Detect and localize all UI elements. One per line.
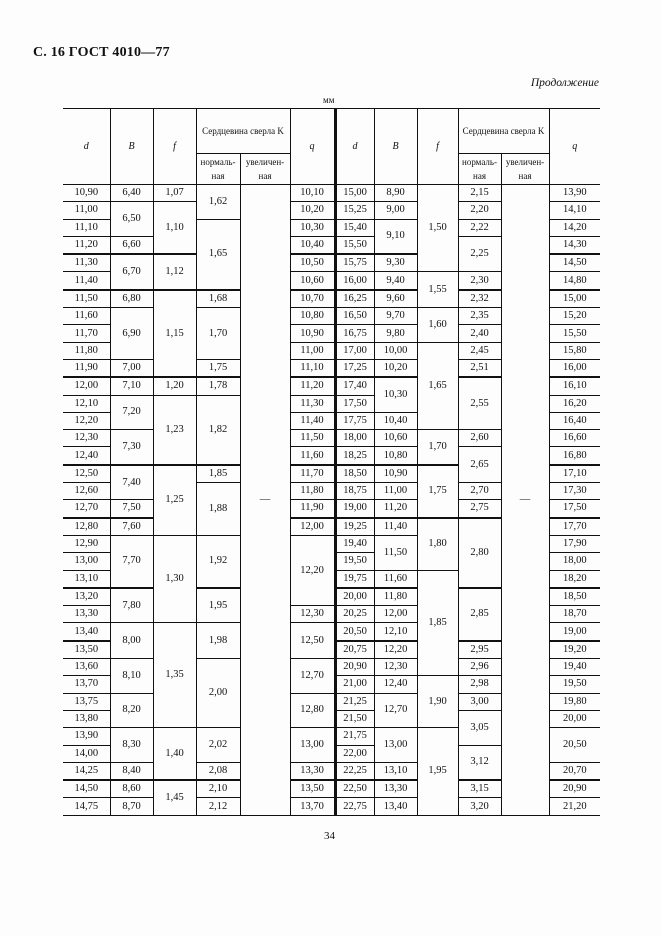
left-f-cell: 1,23: [153, 395, 196, 465]
right-k-normal-cell: 2,70: [458, 483, 501, 500]
right-d-cell: 16,75: [335, 325, 374, 342]
right-k-normal-cell: 2,51: [458, 359, 501, 377]
left-q-cell: 11,30: [290, 395, 335, 412]
right-q-cell: 21,20: [549, 798, 600, 815]
right-f-cell: 1,95: [417, 728, 458, 815]
right-d-cell: 21,50: [335, 710, 374, 727]
left-b-cell: 8,40: [110, 762, 153, 780]
right-f-cell: 1,75: [417, 465, 458, 518]
header-core-right: Сердцевина сверла K: [458, 109, 549, 154]
right-q-cell: 14,10: [549, 202, 600, 219]
page-number: 34: [324, 830, 335, 842]
right-b-cell: 12,40: [374, 676, 417, 693]
right-q-cell: 16,00: [549, 359, 600, 377]
left-b-cell: 7,00: [110, 359, 153, 377]
right-b-cell: 8,90: [374, 185, 417, 202]
left-q-cell: 10,40: [290, 236, 335, 254]
left-k-normal-cell: 1,78: [196, 377, 240, 395]
right-f-cell: 1,65: [417, 342, 458, 429]
left-k-normal-cell: 1,95: [196, 588, 240, 623]
right-q-cell: 18,70: [549, 606, 600, 623]
right-k-normal-cell: 2,35: [458, 308, 501, 325]
header-increased-left: увеличен-ная: [240, 154, 290, 185]
right-q-cell: 20,70: [549, 762, 600, 780]
left-d-cell: 13,10: [63, 570, 110, 588]
right-k-normal-cell: 2,96: [458, 659, 501, 676]
left-q-cell: 13,50: [290, 780, 335, 798]
left-q-cell: 10,60: [290, 272, 335, 290]
right-q-cell: 15,50: [549, 325, 600, 342]
left-f-cell: 1,30: [153, 535, 196, 622]
right-q-cell: 16,60: [549, 430, 600, 447]
right-q-cell: 17,50: [549, 500, 600, 518]
right-d-cell: 15,75: [335, 254, 374, 272]
left-b-cell: 6,80: [110, 290, 153, 308]
left-k-normal-cell: 1,68: [196, 290, 240, 308]
right-d-cell: 17,40: [335, 377, 374, 395]
left-q-cell: 11,70: [290, 465, 335, 483]
left-d-cell: 13,80: [63, 710, 110, 727]
right-q-cell: 18,00: [549, 553, 600, 570]
right-k-normal-cell: 2,60: [458, 430, 501, 447]
right-d-cell: 20,25: [335, 606, 374, 623]
left-q-cell: 12,20: [290, 535, 335, 605]
left-d-cell: 11,60: [63, 308, 110, 325]
header-b-left: B: [110, 109, 153, 185]
left-b-cell: 6,50: [110, 202, 153, 237]
right-d-cell: 18,50: [335, 465, 374, 483]
left-d-cell: 12,20: [63, 412, 110, 429]
left-d-cell: 11,20: [63, 236, 110, 254]
left-d-cell: 12,40: [63, 447, 110, 465]
drill-dimensions-table: [63, 108, 600, 816]
continuation-label: Продолжение: [530, 77, 599, 89]
right-b-cell: 9,70: [374, 308, 417, 325]
left-d-cell: 13,00: [63, 553, 110, 570]
page-header: С. 16 ГОСТ 4010—77: [33, 45, 170, 60]
left-k-normal-cell: 1,75: [196, 359, 240, 377]
left-f-cell: 1,10: [153, 202, 196, 254]
left-b-cell: 8,30: [110, 728, 153, 763]
right-d-cell: 20,00: [335, 588, 374, 606]
right-b-cell: 12,20: [374, 641, 417, 659]
right-q-cell: 20,90: [549, 780, 600, 798]
header-normal-left: нормаль-ная: [196, 154, 240, 185]
right-k-normal-cell: 2,98: [458, 676, 501, 693]
right-b-cell: 10,80: [374, 447, 417, 465]
left-d-cell: 12,50: [63, 465, 110, 483]
left-d-cell: 14,50: [63, 780, 110, 798]
right-b-cell: 10,40: [374, 412, 417, 429]
left-f-cell: 1,35: [153, 623, 196, 728]
right-d-cell: 22,50: [335, 780, 374, 798]
left-q-cell: 11,90: [290, 500, 335, 518]
header-q-right: q: [549, 109, 600, 185]
right-q-cell: 15,80: [549, 342, 600, 359]
right-q-cell: 16,20: [549, 395, 600, 412]
table-row: [63, 185, 600, 202]
left-q-cell: 11,80: [290, 483, 335, 500]
header-q-left: q: [290, 109, 335, 185]
left-d-cell: 13,90: [63, 728, 110, 745]
left-k-normal-cell: 1,62: [196, 185, 240, 220]
right-d-cell: 19,50: [335, 553, 374, 570]
right-d-cell: 21,25: [335, 693, 374, 710]
right-b-cell: 9,10: [374, 219, 417, 254]
left-f-cell: 1,12: [153, 254, 196, 290]
left-b-cell: 8,70: [110, 798, 153, 815]
left-k-normal-cell: 1,65: [196, 219, 240, 290]
left-d-cell: 11,80: [63, 342, 110, 359]
right-q-cell: 17,10: [549, 465, 600, 483]
right-b-cell: 11,80: [374, 588, 417, 606]
right-q-cell: 17,30: [549, 483, 600, 500]
header-f-right: f: [417, 109, 458, 185]
right-q-cell: 19,80: [549, 693, 600, 710]
left-b-cell: 6,90: [110, 308, 153, 360]
right-q-cell: 19,00: [549, 623, 600, 641]
right-k-normal-cell: 2,45: [458, 342, 501, 359]
right-k-normal-cell: 2,85: [458, 588, 501, 641]
right-k-normal-cell: 2,22: [458, 219, 501, 236]
header-d-right: d: [335, 109, 374, 185]
left-d-cell: 13,60: [63, 659, 110, 676]
right-q-cell: 14,50: [549, 254, 600, 272]
right-d-cell: 15,40: [335, 219, 374, 236]
left-b-cell: 7,70: [110, 535, 153, 587]
right-b-cell: 9,00: [374, 202, 417, 219]
left-b-cell: 7,50: [110, 500, 153, 518]
right-b-cell: 11,60: [374, 570, 417, 588]
left-q-cell: 10,70: [290, 290, 335, 308]
right-d-cell: 19,75: [335, 570, 374, 588]
right-k-normal-cell: 3,00: [458, 693, 501, 710]
right-d-cell: 20,90: [335, 659, 374, 676]
left-d-cell: 11,70: [63, 325, 110, 342]
left-q-cell: 11,50: [290, 430, 335, 447]
left-q-cell: 12,30: [290, 606, 335, 623]
left-f-cell: 1,20: [153, 377, 196, 395]
right-q-cell: 14,20: [549, 219, 600, 236]
left-d-cell: 12,00: [63, 377, 110, 395]
right-d-cell: 18,25: [335, 447, 374, 465]
right-k-normal-cell: 2,20: [458, 202, 501, 219]
right-f-cell: 1,60: [417, 308, 458, 343]
left-b-cell: 7,30: [110, 430, 153, 465]
right-d-cell: 16,25: [335, 290, 374, 308]
header-increased-right: увеличен-ная: [501, 154, 549, 185]
right-q-cell: 14,80: [549, 272, 600, 290]
right-b-cell: 11,00: [374, 483, 417, 500]
right-f-cell: 1,70: [417, 430, 458, 465]
right-d-cell: 17,25: [335, 359, 374, 377]
left-k-normal-cell: 1,92: [196, 535, 240, 587]
right-k-normal-cell: 2,30: [458, 272, 501, 290]
left-b-cell: 7,40: [110, 465, 153, 500]
right-b-cell: 11,50: [374, 535, 417, 570]
left-d-cell: 11,30: [63, 254, 110, 272]
left-b-cell: 7,20: [110, 395, 153, 430]
left-q-cell: 12,00: [290, 518, 335, 536]
left-b-cell: 6,60: [110, 236, 153, 254]
right-q-cell: 20,00: [549, 710, 600, 727]
right-k-normal-cell: 3,12: [458, 745, 501, 780]
left-d-cell: 13,50: [63, 641, 110, 659]
right-k-normal-cell: 3,20: [458, 798, 501, 815]
left-d-cell: 14,25: [63, 762, 110, 780]
right-b-cell: 12,10: [374, 623, 417, 641]
left-d-cell: 14,75: [63, 798, 110, 815]
right-b-cell: 10,30: [374, 377, 417, 412]
right-f-cell: 1,50: [417, 185, 458, 272]
left-d-cell: 11,00: [63, 202, 110, 219]
right-b-cell: 13,40: [374, 798, 417, 815]
right-q-cell: 15,00: [549, 290, 600, 308]
left-d-cell: 11,90: [63, 359, 110, 377]
right-q-cell: 16,10: [549, 377, 600, 395]
right-b-cell: 10,60: [374, 430, 417, 447]
left-q-cell: 10,10: [290, 185, 335, 202]
header-d-left: d: [63, 109, 110, 185]
left-k-normal-cell: 1,82: [196, 395, 240, 465]
right-q-cell: 17,70: [549, 518, 600, 536]
right-d-cell: 15,25: [335, 202, 374, 219]
right-q-cell: 18,50: [549, 588, 600, 606]
units-label: мм: [323, 95, 335, 105]
left-d-cell: 13,40: [63, 623, 110, 641]
left-b-cell: 6,70: [110, 254, 153, 290]
right-d-cell: 21,75: [335, 728, 374, 745]
right-d-cell: 16,00: [335, 272, 374, 290]
left-k-normal-cell: 1,98: [196, 623, 240, 659]
right-b-cell: 9,40: [374, 272, 417, 290]
left-d-cell: 13,30: [63, 606, 110, 623]
right-b-cell: 9,60: [374, 290, 417, 308]
right-b-cell: 10,00: [374, 342, 417, 359]
right-b-cell: 13,10: [374, 762, 417, 780]
left-q-cell: 11,00: [290, 342, 335, 359]
left-k-normal-cell: 2,10: [196, 780, 240, 798]
right-k-normal-cell: 2,40: [458, 325, 501, 342]
left-d-cell: 11,10: [63, 219, 110, 236]
right-d-cell: 22,00: [335, 745, 374, 762]
header-core-left: Сердцевина сверла K: [196, 109, 290, 154]
left-d-cell: 11,40: [63, 272, 110, 290]
right-d-cell: 22,25: [335, 762, 374, 780]
right-q-cell: 19,50: [549, 676, 600, 693]
right-k-normal-cell: 2,80: [458, 518, 501, 588]
right-d-cell: 15,00: [335, 185, 374, 202]
left-d-cell: 12,80: [63, 518, 110, 536]
right-q-cell: 18,20: [549, 570, 600, 588]
left-d-cell: 12,10: [63, 395, 110, 412]
left-q-cell: 13,30: [290, 762, 335, 780]
right-b-cell: 12,00: [374, 606, 417, 623]
left-k-normal-cell: 2,12: [196, 798, 240, 815]
left-b-cell: 6,40: [110, 185, 153, 202]
left-d-cell: 13,75: [63, 693, 110, 710]
left-d-cell: 11,50: [63, 290, 110, 308]
right-d-cell: 17,50: [335, 395, 374, 412]
left-q-cell: 10,20: [290, 202, 335, 219]
left-k-normal-cell: 1,88: [196, 483, 240, 536]
right-d-cell: 22,75: [335, 798, 374, 815]
left-q-cell: 12,80: [290, 693, 335, 728]
left-d-cell: 12,70: [63, 500, 110, 518]
left-b-cell: 8,10: [110, 659, 153, 694]
right-f-cell: 1,80: [417, 518, 458, 570]
right-d-cell: 19,00: [335, 500, 374, 518]
right-d-cell: 18,75: [335, 483, 374, 500]
header-normal-right: нормаль-ная: [458, 154, 501, 185]
right-d-cell: 18,00: [335, 430, 374, 447]
right-k-normal-cell: 2,32: [458, 290, 501, 308]
right-k-normal-cell: 2,65: [458, 447, 501, 483]
right-q-cell: 19,40: [549, 659, 600, 676]
right-k-normal-cell: 3,05: [458, 710, 501, 745]
right-b-cell: 13,30: [374, 780, 417, 798]
right-k-normal-cell: 2,95: [458, 641, 501, 659]
left-b-cell: 8,00: [110, 623, 153, 659]
left-q-cell: 10,50: [290, 254, 335, 272]
left-f-cell: 1,07: [153, 185, 196, 202]
right-b-cell: 13,00: [374, 728, 417, 763]
right-d-cell: 21,00: [335, 676, 374, 693]
left-q-cell: 11,60: [290, 447, 335, 465]
left-q-cell: 12,70: [290, 659, 335, 694]
right-b-cell: 9,30: [374, 254, 417, 272]
left-q-cell: 11,10: [290, 359, 335, 377]
right-b-cell: 12,70: [374, 693, 417, 728]
right-k-normal-cell: 2,15: [458, 185, 501, 202]
right-b-cell: 11,20: [374, 500, 417, 518]
right-b-cell: 9,80: [374, 325, 417, 342]
left-q-cell: 11,20: [290, 377, 335, 395]
left-d-cell: 12,90: [63, 535, 110, 552]
right-d-cell: 15,50: [335, 236, 374, 254]
left-d-cell: 13,20: [63, 588, 110, 606]
left-b-cell: 8,20: [110, 693, 153, 728]
right-q-cell: 16,40: [549, 412, 600, 429]
left-k-normal-cell: 2,00: [196, 659, 240, 728]
left-b-cell: 7,10: [110, 377, 153, 395]
left-q-cell: 12,50: [290, 623, 335, 659]
right-b-cell: 10,90: [374, 465, 417, 483]
right-q-cell: 17,90: [549, 535, 600, 552]
right-f-cell: 1,85: [417, 570, 458, 676]
left-d-cell: 13,70: [63, 676, 110, 693]
right-q-cell: 16,80: [549, 447, 600, 465]
left-q-cell: 13,00: [290, 728, 335, 763]
left-q-cell: 10,90: [290, 325, 335, 342]
left-q-cell: 11,40: [290, 412, 335, 429]
left-f-cell: 1,15: [153, 290, 196, 377]
left-b-cell: 7,80: [110, 588, 153, 623]
left-k-normal-cell: 1,70: [196, 308, 240, 360]
right-d-cell: 16,50: [335, 308, 374, 325]
right-increased-core-cell: —: [501, 185, 549, 816]
left-k-normal-cell: 2,08: [196, 762, 240, 780]
right-k-normal-cell: 3,15: [458, 780, 501, 798]
left-d-cell: 12,60: [63, 483, 110, 500]
left-q-cell: 10,80: [290, 308, 335, 325]
left-b-cell: 8,60: [110, 780, 153, 798]
right-d-cell: 20,50: [335, 623, 374, 641]
header-b-right: B: [374, 109, 417, 185]
right-q-cell: 19,20: [549, 641, 600, 659]
left-k-normal-cell: 1,85: [196, 465, 240, 483]
right-k-normal-cell: 2,55: [458, 377, 501, 429]
right-q-cell: 14,30: [549, 236, 600, 254]
right-b-cell: 11,40: [374, 518, 417, 536]
right-q-cell: 15,20: [549, 308, 600, 325]
right-d-cell: 17,00: [335, 342, 374, 359]
right-q-cell: 20,50: [549, 728, 600, 763]
left-increased-core-cell: —: [240, 185, 290, 816]
right-d-cell: 17,75: [335, 412, 374, 429]
left-q-cell: 13,70: [290, 798, 335, 815]
left-q-cell: 10,30: [290, 219, 335, 236]
left-f-cell: 1,25: [153, 465, 196, 536]
left-d-cell: 10,90: [63, 185, 110, 202]
right-k-normal-cell: 2,25: [458, 236, 501, 272]
right-f-cell: 1,55: [417, 272, 458, 308]
left-f-cell: 1,40: [153, 728, 196, 780]
right-q-cell: 13,90: [549, 185, 600, 202]
left-b-cell: 7,60: [110, 518, 153, 536]
right-b-cell: 10,20: [374, 359, 417, 377]
right-f-cell: 1,90: [417, 676, 458, 728]
left-f-cell: 1,45: [153, 780, 196, 815]
left-k-normal-cell: 2,02: [196, 728, 240, 763]
left-d-cell: 12,30: [63, 430, 110, 447]
right-d-cell: 19,25: [335, 518, 374, 536]
right-d-cell: 19,40: [335, 535, 374, 552]
right-d-cell: 20,75: [335, 641, 374, 659]
left-d-cell: 14,00: [63, 745, 110, 762]
header-f-left: f: [153, 109, 196, 185]
right-k-normal-cell: 2,75: [458, 500, 501, 518]
right-b-cell: 12,30: [374, 659, 417, 676]
